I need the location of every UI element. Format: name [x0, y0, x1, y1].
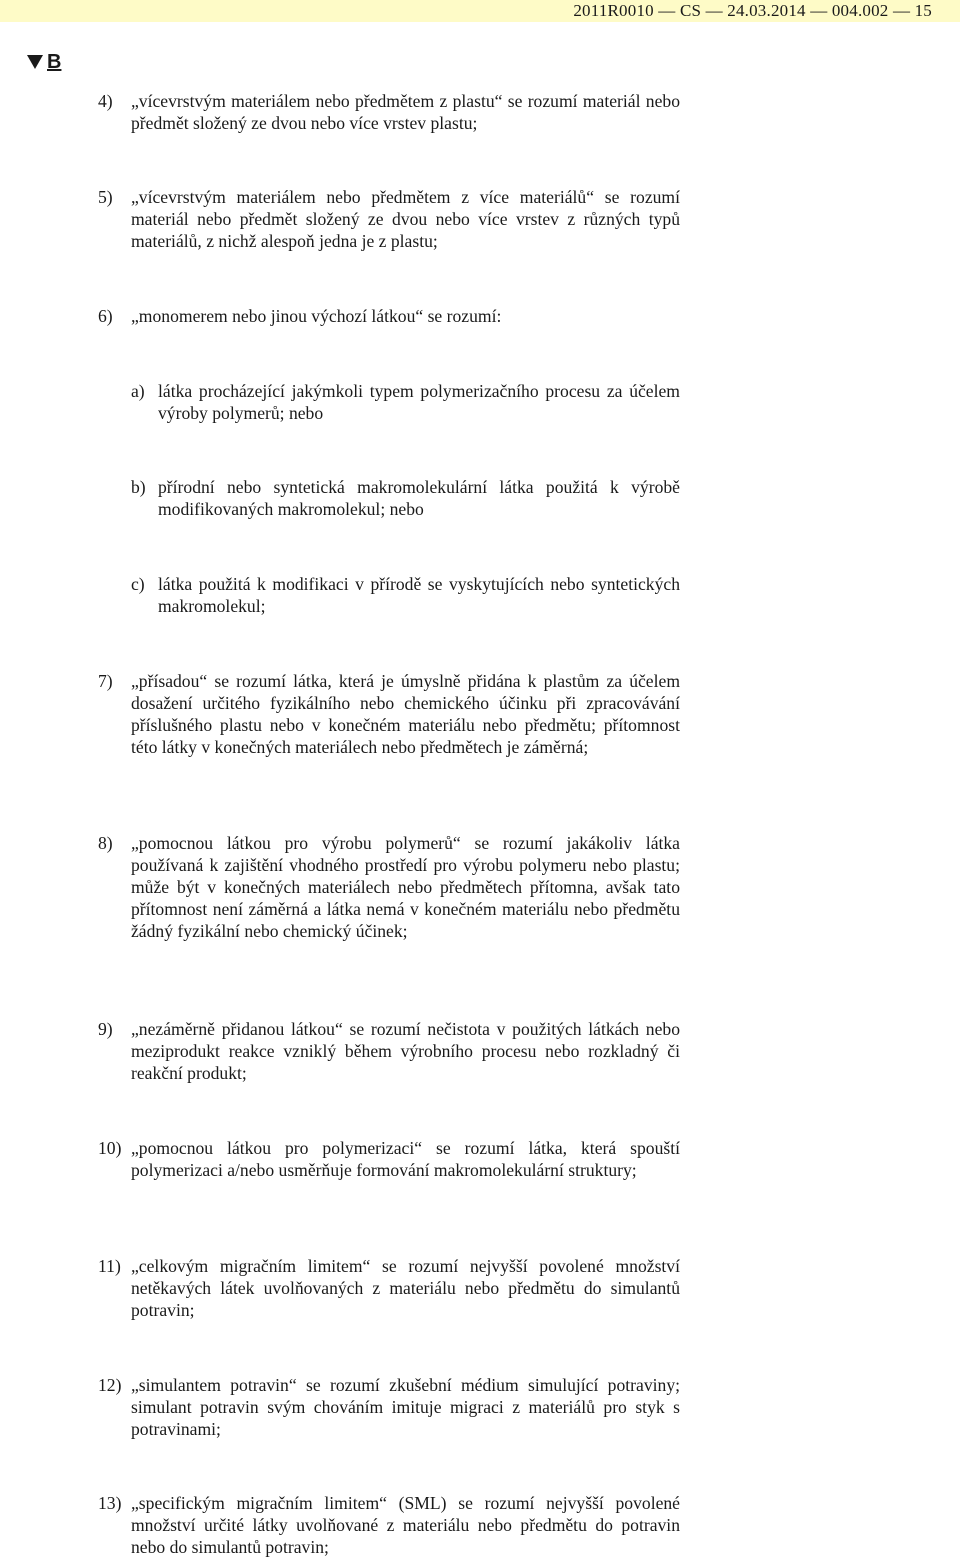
subitem-text: látka procházející jakýmkoli typem polymerizačního procesu za účelem výroby polymerů; nebo [158, 381, 680, 423]
item-text: „specifickým migračním limitem“ (SML) se rozumí nejvyšší povolené množství určité látky uvolňované z materiálu nebo předmětu do potravin nebo do simulantů potravin; [131, 1493, 680, 1557]
triangle-down-icon [27, 55, 43, 69]
subitem-text: přírodní nebo syntetická makromolekulární látka použitá k výrobě modifikovaných makromolekul; nebo [158, 477, 680, 519]
item-number: 12) [98, 1375, 122, 1395]
item-number: 7) [98, 671, 113, 691]
item-number: 10) [98, 1138, 122, 1158]
item-number: 4) [98, 91, 113, 111]
item-text: „nezáměrně přidanou látkou“ se rozumí nečistota v použitých látkách nebo meziprodukt reakce vzniklý během výrobního procesu nebo rozkladný či reakční produkt; [131, 1019, 680, 1083]
subitem-text: látka použitá k modifikaci v přírodě se vyskytujících nebo syntetických makromolekul; [158, 574, 680, 616]
item-text: „vícevrstvým materiálem nebo předmětem z více materiálů“ se rozumí materiál nebo předmět složený ze dvou nebo více vrstev z různých typů materiálů, z nichž alespoň jedna je z plastu; [131, 187, 680, 251]
page-header [0, 0, 960, 22]
item-text: „monomerem nebo jinou výchozí látkou“ se rozumí: [131, 306, 502, 326]
marker-label: B [47, 51, 62, 73]
subitem-letter: a) [131, 381, 145, 401]
item-number: 6) [98, 306, 113, 326]
document-reference: 2011R0010 — CS — 24.03.2014 — 004.002 — 15 [573, 1, 932, 20]
item-number: 5) [98, 187, 113, 207]
item-text: „simulantem potravin“ se rozumí zkušební médium simulující potraviny; simulant potravin svým chováním imituje migraci z materiálů pro styk s potravinami; [131, 1375, 680, 1439]
item-text: „přísadou“ se rozumí látka, která je úmyslně přidána k plastům za účelem dosažení určitého fyzikálního nebo chemického účinku při zpracovávání příslušného plastu nebo v konečném materiálu nebo předmětu; přítomnost této látky v konečných materiálech nebo předmětech je záměrná; [131, 671, 680, 757]
item-text: „pomocnou látkou pro polymerizaci“ se rozumí látka, která spouští polymerizaci a/nebo usměrňuje formování makromolekulární struktury; [131, 1138, 680, 1180]
item-number: 13) [98, 1493, 122, 1513]
subitem-letter: b) [131, 477, 146, 497]
amendment-marker [27, 51, 61, 73]
item-text: „vícevrstvým materiálem nebo předmětem z plastu“ se rozumí materiál nebo předmět složený ze dvou nebo více vrstev plastu; [131, 91, 680, 133]
subitem-letter: c) [131, 574, 145, 594]
item-number: 11) [98, 1256, 121, 1276]
item-number: 8) [98, 833, 113, 853]
item-text: „celkovým migračním limitem“ se rozumí nejvyšší povolené množství netěkavých látek uvolňovaných z materiálu nebo předmětu do simulantů potravin; [131, 1256, 680, 1320]
item-number: 9) [98, 1019, 113, 1039]
item-text: „pomocnou látkou pro výrobu polymerů“ se rozumí jakákoliv látka používaná k zajištění vhodného prostředí pro výrobu polymeru nebo plastu; může být v konečných materiálech nebo předmětech přítomna, avšak tato přítomnost není záměrná a látka nemá v konečném materiálu nebo předmětu žádný fyzikální nebo chemický účinek; [131, 833, 680, 941]
